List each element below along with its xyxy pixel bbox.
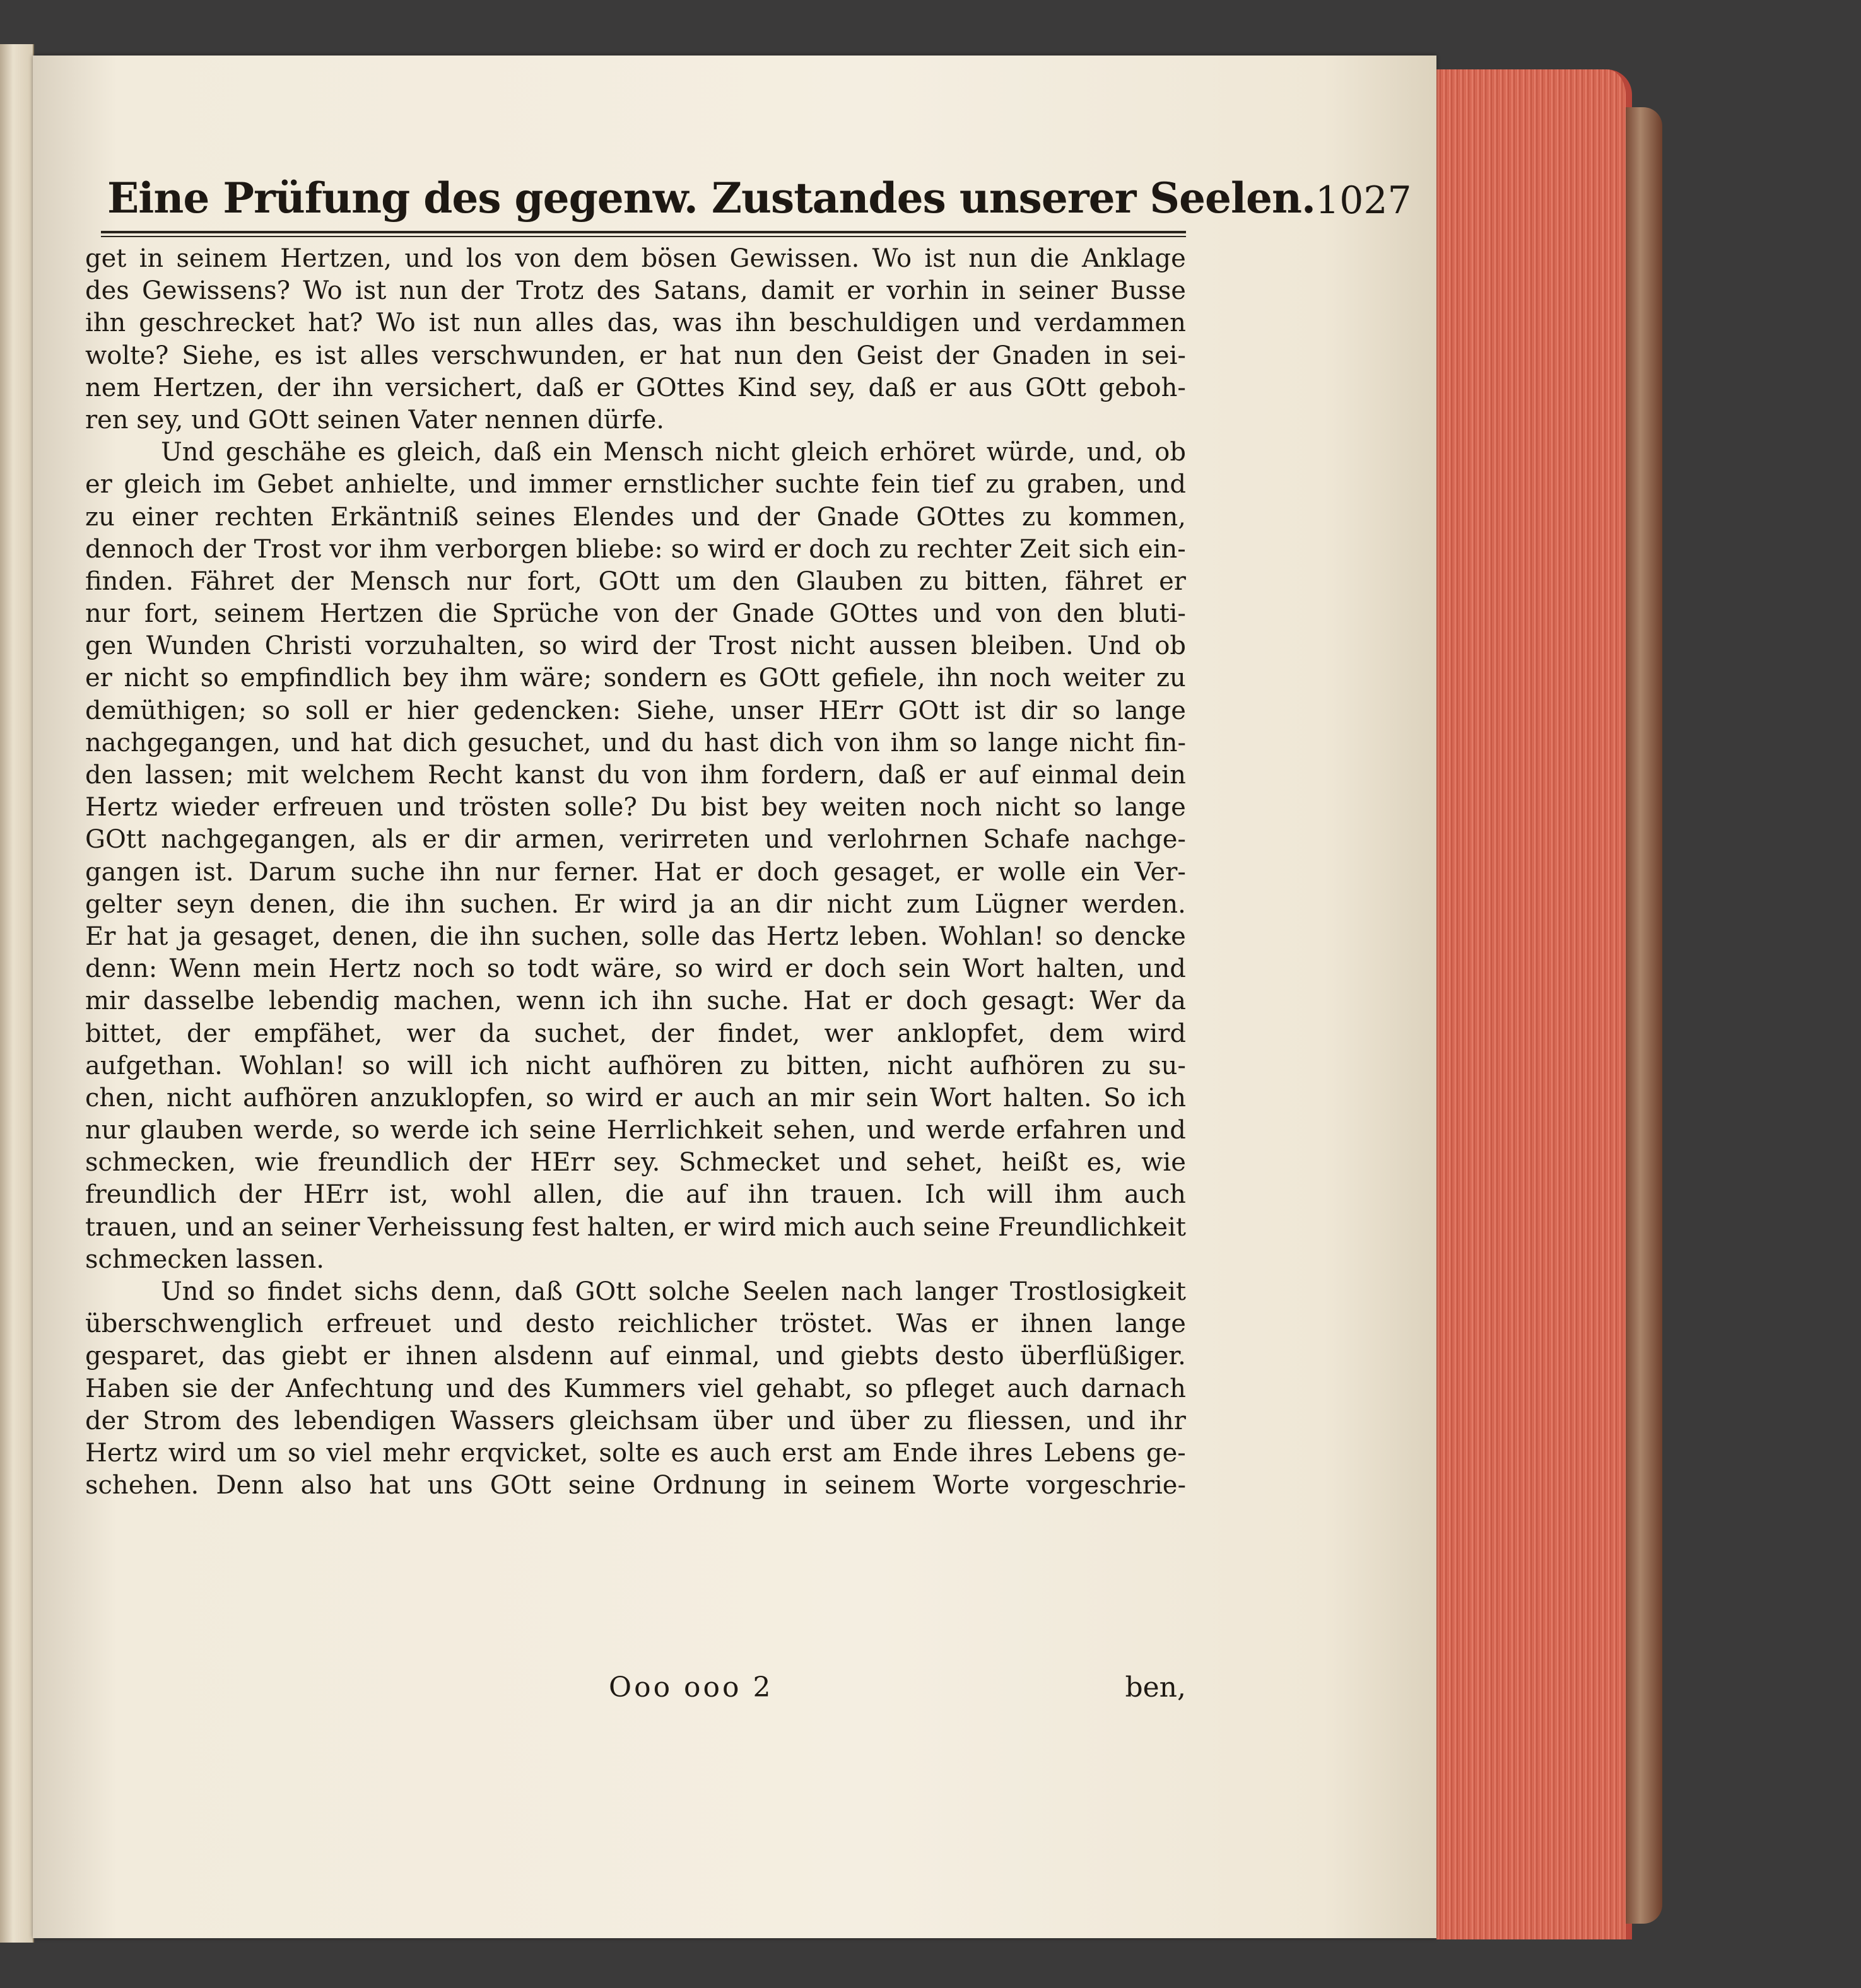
text-line: gesparet, das giebt er ihnen alsdenn auf einmal, und giebts desto überflüßiger.	[85, 1342, 1186, 1371]
text-line: Und geschähe es gleich, daß ein Mensch nicht gleich erhöret würde, und, ob	[161, 438, 1186, 467]
catchword: ben,	[1125, 1671, 1186, 1704]
text-line: bittet, der empfähet, wer da suchet, der findet, wer anklopfet, dem wird	[85, 1019, 1186, 1048]
page-footer	[85, 1671, 1186, 1709]
text-line: er nicht so empfindlich bey ihm wäre; sondern es GOtt gefiele, ihn noch weiter zu	[85, 664, 1186, 693]
running-head	[107, 163, 1412, 223]
body-text	[85, 243, 1186, 1502]
text-line: den lassen; mit welchem Recht kanst du von ihm fordern, daß er auf einmal dein	[85, 761, 1186, 790]
page-number: 1027	[1315, 178, 1412, 223]
text-line: Er hat ja gesaget, denen, die ihn suchen, solle das Hertz leben. Wohlan! so dencke	[85, 921, 1186, 951]
text-line: gen Wunden Christi vorzuhalten, so wird der Trost nicht aussen bleiben. Und ob	[85, 631, 1186, 661]
text-line: Hertz wird um so viel mehr erqvicket, solte es auch erst am Ende ihres Lebens ge-	[85, 1438, 1186, 1468]
text-line: trauen, und an seiner Verheissung fest halten, er wird mich auch seine Freundlichkeit	[85, 1212, 1186, 1242]
text-line: chen, nicht aufhören anzuklopfen, so wird er auch an mir sein Wort halten. So ich	[85, 1083, 1186, 1113]
text-line: nur glauben werde, so werde ich seine Herrlichkeit sehen, und werde erfahren und	[85, 1116, 1186, 1145]
text-line: ren sey, und GOtt seinen Vater nennen dürfe.	[85, 405, 664, 435]
text-line: der Strom des lebendigen Wassers gleichsam über und über zu fliessen, und ihr	[85, 1406, 1186, 1435]
text-line: schehen. Denn also hat uns GOtt seine Ordnung in seinem Worte vorgeschrie-	[85, 1471, 1186, 1500]
text-line: gelter seyn denen, die ihn suchen. Er wird ja an dir nicht zum Lügner werden.	[85, 889, 1186, 919]
text-line: schmecken, wie freundlich der HErr sey. Schmecket und sehet, heißt es, wie	[85, 1148, 1186, 1178]
text-line: dennoch der Trost vor ihm verborgen bliebe: so wird er doch zu rechter Zeit sich ein-	[85, 534, 1186, 564]
text-line: Haben sie der Anfechtung und des Kummers viel gehabt, so pfleget auch darnach	[85, 1374, 1186, 1403]
text-line: überschwenglich erfreuet und desto reichlicher tröstet. Was er ihnen lange	[85, 1309, 1186, 1339]
text-line: nur fort, seinem Hertzen die Sprüche von der Gnade GOttes und von den bluti-	[85, 599, 1186, 629]
text-line: des Gewissens? Wo ist nun der Trotz des Satans, damit er vorhin in seiner Busse	[85, 276, 1186, 306]
text-line: nem Hertzen, der ihn versichert, daß er GOttes Kind sey, daß er aus GOtt geboh-	[85, 373, 1186, 402]
text-line: Hertz wieder erfreuen und trösten solle? Du bist bey weiten noch nicht so lange	[85, 793, 1186, 822]
signature-mark: Ooo ooo 2	[609, 1671, 773, 1704]
text-line: wolte? Siehe, es ist alles verschwunden, er hat nun den Geist der Gnaden in sei-	[85, 341, 1186, 370]
text-line: schmecken lassen.	[85, 1244, 324, 1274]
header-rule	[101, 231, 1186, 233]
left-page-edge	[0, 44, 34, 1943]
text-line: er gleich im Gebet anhielte, und immer ernstlicher suchte fein tief zu graben, und	[85, 470, 1186, 500]
text-line: demüthigen; so soll er hier gedencken: Siehe, unser HErr GOtt ist dir so lange	[85, 696, 1186, 725]
text-line: ihn geschrecket hat? Wo ist nun alles das, was ihn beschuldigen und verdammen	[85, 308, 1186, 338]
text-line: denn: Wenn mein Hertz noch so todt wäre, so wird er doch sein Wort halten, und	[85, 954, 1186, 984]
text-line: mir dasselbe lebendig machen, wenn ich ihn suche. Hat er doch gesagt: Wer da	[85, 986, 1186, 1016]
text-line: freundlich der HErr ist, wohl allen, die auf ihn trauen. Ich will ihm auch	[85, 1180, 1186, 1210]
running-title: Eine Prüfung des gegenw. Zustandes unserer Seelen.	[107, 173, 1316, 223]
text-line: GOtt nachgegangen, als er dir armen, verirreten und verlohrnen Schafe nachge-	[85, 825, 1186, 855]
text-line: Und so findet sichs denn, daß GOtt solche Seelen nach langer Trostlosigkeit	[161, 1277, 1186, 1306]
text-line: get in seinem Hertzen, und los von dem bösen Gewissen. Wo ist nun die Anklage	[85, 244, 1186, 273]
header-rule-thin	[101, 236, 1186, 237]
text-line: finden. Fähret der Mensch nur fort, GOtt um den Glauben zu bitten, fähret er	[85, 566, 1186, 596]
text-line: nachgegangen, und hat dich gesuchet, und du hast dich von ihm so lange nicht fin-	[85, 728, 1186, 757]
text-line: gangen ist. Darum suche ihn nur ferner. Hat er doch gesaget, er wolle ein Ver-	[85, 857, 1186, 887]
text-line: aufgethan. Wohlan! so will ich nicht aufhören zu bitten, nicht aufhören zu su-	[85, 1051, 1186, 1080]
red-fore-edge	[1436, 69, 1632, 1939]
book-cover-edge	[1626, 107, 1662, 1924]
text-line: zu einer rechten Erkäntniß seines Elendes und der Gnade GOttes zu kommen,	[85, 502, 1186, 532]
